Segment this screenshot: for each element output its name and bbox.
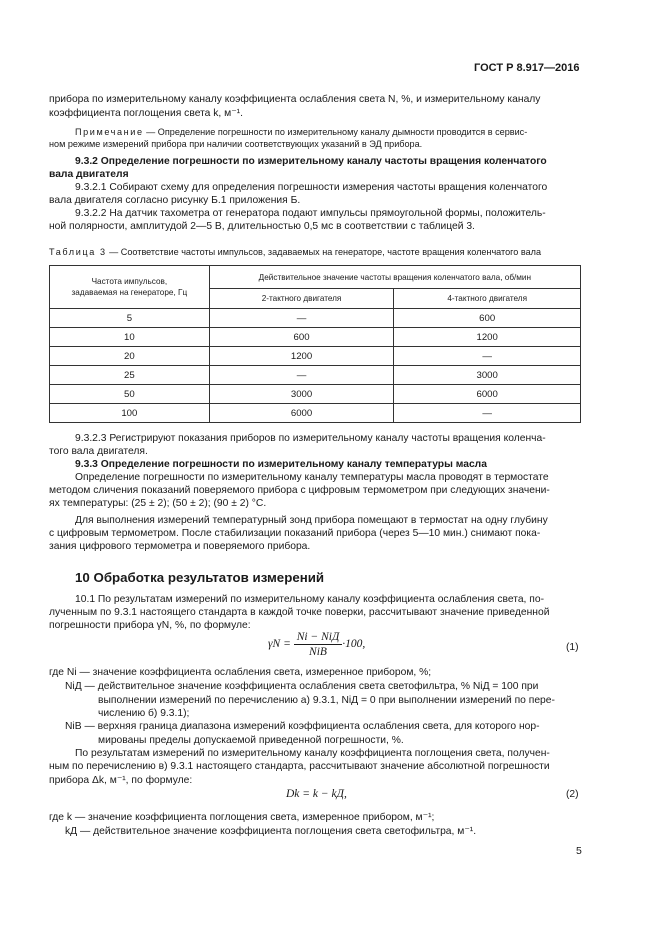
para-10-1-line-1: 10.1 По результатам измерений по измерительному каналу коэффициента ослабления света, по- — [75, 594, 545, 605]
formula-2: Dk = k − kД, — [286, 788, 347, 800]
table-cell: — — [394, 347, 581, 366]
standard-code: ГОСТ Р 8.917—2016 — [474, 62, 580, 74]
table-row — [50, 347, 581, 366]
table-row — [50, 328, 581, 347]
table-cell: 6000 — [209, 404, 394, 423]
formula-1-numerator: Ni − NiД — [294, 631, 343, 645]
note-text-1: — Определение погрешности по измерительному каналу дымности проводится в сервис- — [146, 127, 528, 137]
para-9-3-2-2-line-1: 9.3.2.2 На датчик тахометра от генератора подают импульсы прямоугольной формы, положитель- — [75, 208, 546, 219]
table-3-col1-header-line-2: задаваемая на генераторе, Гц — [71, 288, 188, 297]
table-row — [50, 385, 581, 404]
para-9-3-2-3-line-2: того вала двигателя. — [49, 446, 148, 457]
formula-1 — [268, 631, 365, 658]
section-9-3-2-heading-2: вала двигателя — [49, 169, 129, 180]
where-1-line-5: NiВ — верхняя граница диапазона измерений коэффициента ослабления света, для которого нор- — [65, 721, 540, 732]
formula-1-fraction — [294, 631, 343, 658]
formula-1-tail: ·100, — [342, 638, 366, 651]
table-3-col2-header: 2-тактного двигателя — [209, 289, 394, 309]
table-cell: 50 — [50, 385, 210, 404]
table-cell: 100 — [50, 404, 210, 423]
where-2-line-1: где k — значение коэффициента поглощения света, измеренное прибором, м⁻¹; — [49, 812, 435, 823]
formula-1-lhs: γN = — [268, 638, 291, 651]
table-row — [50, 309, 581, 328]
page-number: 5 — [576, 845, 582, 857]
table-cell: 6000 — [394, 385, 581, 404]
table-3-col1-header-line-1: Частота импульсов, — [91, 277, 168, 286]
table-cell: 3000 — [394, 366, 581, 385]
para-10-2-line-3: прибора Δk, м⁻¹, по формуле: — [49, 775, 193, 786]
section-9-3-2-heading-1: 9.3.2 Определение погрешности по измерительному каналу частоты вращения коленчатого — [75, 156, 547, 167]
para-10-2-line-2: ным по перечислению в) 9.3.1 настоящего стандарта, рассчитывают значение абсолютной погрешности — [49, 761, 550, 772]
table-cell: 1200 — [209, 347, 394, 366]
intro-line-1: прибора по измерительному каналу коэффициента ослабления света N, %, и измерительному каналу — [49, 94, 541, 105]
para-9-3-3-p2-line-1: Для выполнения измерений температурный зонд прибора помещают в термостат на одну глубину — [75, 515, 548, 526]
where-2-line-2: kД — действительное значение коэффициента поглощения света светофильтра, м⁻¹. — [65, 826, 477, 837]
formula-1-denominator: NiВ — [309, 646, 327, 658]
table-cell: 20 — [50, 347, 210, 366]
table-cell: 1200 — [394, 328, 581, 347]
where-1-line-1: где Ni — значение коэффициента ослабления света, измеренное прибором, %; — [49, 667, 432, 678]
where-1-line-2: NiД — действительное значение коэффициента ослабления света светофильтра, % NiД = 100 при — [65, 681, 539, 692]
intro-line-2: коэффициента поглощения света k, м⁻¹. — [49, 108, 243, 119]
where-1-line-6: мированы пределы допускаемой приведенной погрешности, %. — [98, 735, 404, 746]
table-cell: 5 — [50, 309, 210, 328]
para-9-3-2-1-line-2: вала двигателя согласно рисунку Б.1 приложения Б. — [49, 195, 301, 206]
table-cell: 25 — [50, 366, 210, 385]
table-3 — [49, 265, 581, 423]
table-cell: — — [394, 404, 581, 423]
note-line-1 — [75, 127, 527, 137]
para-9-3-2-2-line-2: ной полярности, амплитудой 2—5 В, длительностью 0,5 мс в соответствии с таблицей 3. — [49, 221, 475, 232]
table-3-caption-text: — Соответствие частоты импульсов, задаваемых на генераторе, частоте вращения коленчатого вала — [109, 247, 542, 257]
table-cell: 3000 — [209, 385, 394, 404]
table-row — [50, 404, 581, 423]
para-10-1-line-3: погрешности прибора γN, %, по формуле: — [49, 620, 251, 631]
table-cell: 600 — [209, 328, 394, 347]
table-row — [50, 366, 581, 385]
para-9-3-2-1-line-1: 9.3.2.1 Собирают схему для определения погрешности измерения частоты вращения коленчатого — [75, 182, 548, 193]
section-9-3-3-heading: 9.3.3 Определение погрешности по измерительному каналу температуры масла — [75, 459, 487, 470]
para-9-3-3-p1-line-2: методом сличения показаний поверяемого прибора с цифровым термометром при следующих значени- — [49, 485, 550, 496]
para-9-3-3-p2-line-2: с цифровым термометром. После стабилизации показаний прибора (через 5—10 мин.) снимают пока- — [49, 528, 541, 539]
table-cell: 10 — [50, 328, 210, 347]
para-10-2-line-1: По результатам измерений по измерительному каналу коэффициента поглощения света, получен- — [75, 748, 550, 759]
section-10-heading: 10 Обработка результатов измерений — [75, 570, 325, 585]
table-3-group-header: Действительное значение частоты вращения коленчатого вала, об/мин — [209, 266, 580, 289]
para-10-1-line-2: лученным по 9.3.1 настоящего стандарта в каждой точке поверки, рассчитывают значение приведенной — [49, 607, 550, 618]
para-9-3-3-p2-line-3: зания цифрового термометра и поверяемого прибора. — [49, 541, 311, 552]
table-cell: — — [209, 366, 394, 385]
formula-2-number: (2) — [566, 789, 579, 800]
table-3-caption-label: Таблица 3 — [49, 247, 107, 257]
table-cell: 600 — [394, 309, 581, 328]
table-3-col3-header: 4-тактного двигателя — [394, 289, 581, 309]
where-1-line-4: числению б) 9.3.1); — [98, 708, 190, 719]
table-3-caption — [49, 247, 541, 257]
para-9-3-3-p1-line-1: Определение погрешности по измерительному каналу температуры масла проводят в термостате — [75, 472, 549, 483]
table-3-col1-header — [50, 266, 210, 309]
note-line-2: ном режиме измерений прибора при наличии соответствующих указаний в ЭД прибора. — [49, 139, 423, 149]
para-9-3-2-3-line-1: 9.3.2.3 Регистрируют показания приборов по измерительному каналу частоты вращения коленча- — [75, 433, 546, 444]
where-1-line-3: выполнении измерений по перечислению а) 9.3.1, NiД = 0 при выполнении измерений по пере- — [98, 695, 555, 706]
formula-1-number: (1) — [566, 642, 579, 653]
note-label: Примечание — [75, 127, 144, 137]
para-9-3-3-p1-line-3: ях температуры: (25 ± 2); (50 ± 2); (90 ± 2) °С. — [49, 498, 267, 509]
table-cell: — — [209, 309, 394, 328]
